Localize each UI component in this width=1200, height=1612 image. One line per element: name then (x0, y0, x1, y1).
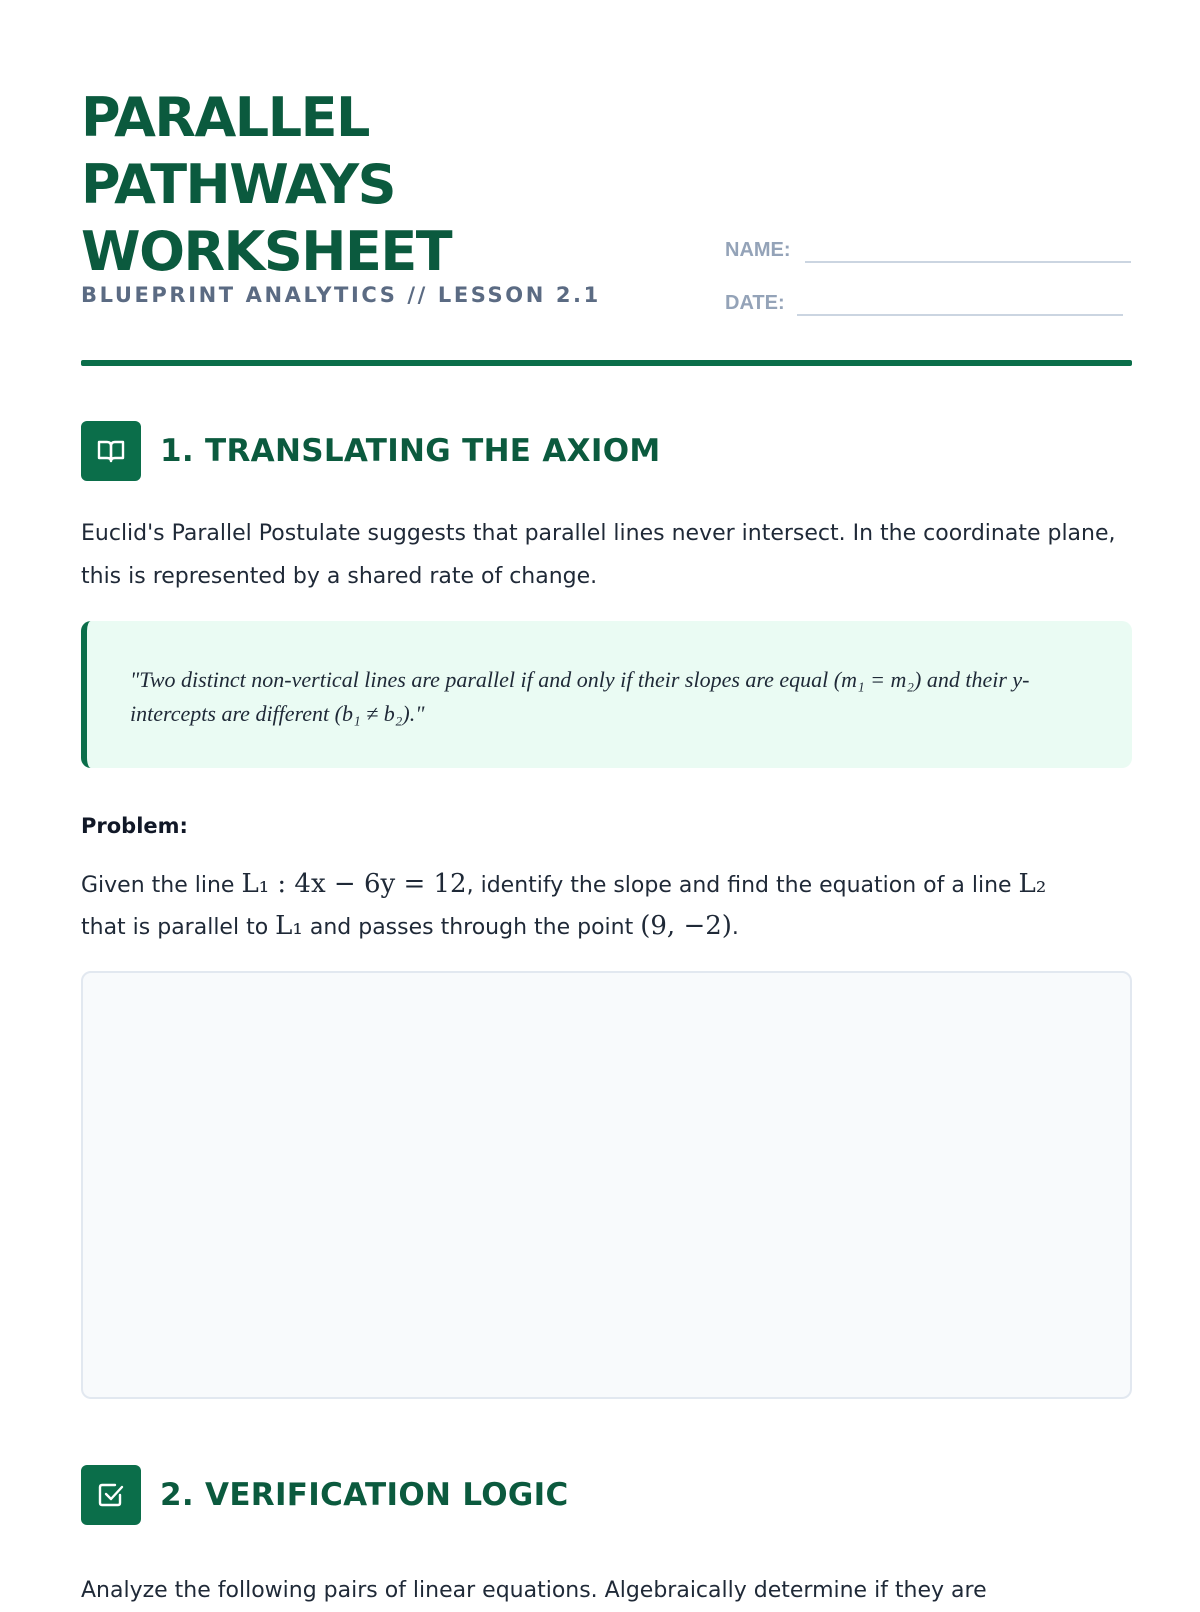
date-label: DATE: (725, 292, 785, 314)
section-1-header (81, 421, 1132, 481)
name-label: NAME: (725, 239, 791, 261)
problem-text-1: Given the line (81, 873, 242, 898)
worksheet-title (81, 84, 641, 285)
problem-math-point: (9, −2) (640, 911, 732, 941)
worksheet-page (81, 0, 1132, 1603)
book-icon (81, 421, 141, 481)
problem-math-l2: L₂ (1018, 869, 1047, 899)
problem-math-l1-ref: L₁ (275, 911, 303, 941)
title-line-3: WORKSHEET (81, 220, 452, 283)
problem-statement (81, 864, 1132, 948)
date-line[interactable] (797, 314, 1123, 316)
problem-label: Problem: (81, 814, 188, 838)
problem-text-3: that is parallel to (81, 915, 276, 940)
section-2-intro: Analyze the following pairs of linear equations. Algebraically determine if they are (81, 1578, 987, 1603)
problem-text-4: and passes through the point (302, 915, 641, 940)
name-line[interactable] (805, 261, 1131, 263)
section-1-intro: Euclid's Parallel Postulate suggests that parallel lines never intersect. In the coordinate plane, this is represented by a shared rate of change. (81, 521, 1116, 589)
problem-math-line-l1: L₁ : 4x − 6y = 12 (241, 869, 467, 899)
answer-box[interactable] (81, 971, 1132, 1399)
title-line-2: PATHWAYS (81, 153, 396, 216)
problem-text-5: . (731, 915, 739, 940)
header-divider (81, 360, 1132, 366)
checkbox-icon (81, 1465, 141, 1525)
title-line-1: PARALLEL (81, 86, 369, 149)
section-1-title: 1. TRANSLATING THE AXIOM (160, 433, 661, 469)
section-2-title: 2. VERIFICATION LOGIC (160, 1477, 569, 1513)
worksheet-header (81, 80, 1132, 372)
worksheet-subtitle: BLUEPRINT ANALYTICS // LESSON 2.1 (81, 283, 601, 307)
postulate-quote: "Two distinct non-vertical lines are parallel if and only if their slopes are equal (m₁ = m₂) and their y-intercepts are different (b₁ ≠ b₂)." (81, 621, 1132, 768)
section-2-header (81, 1465, 1132, 1525)
problem-text-2: , identify the slope and find the equation of a line (466, 873, 1019, 898)
